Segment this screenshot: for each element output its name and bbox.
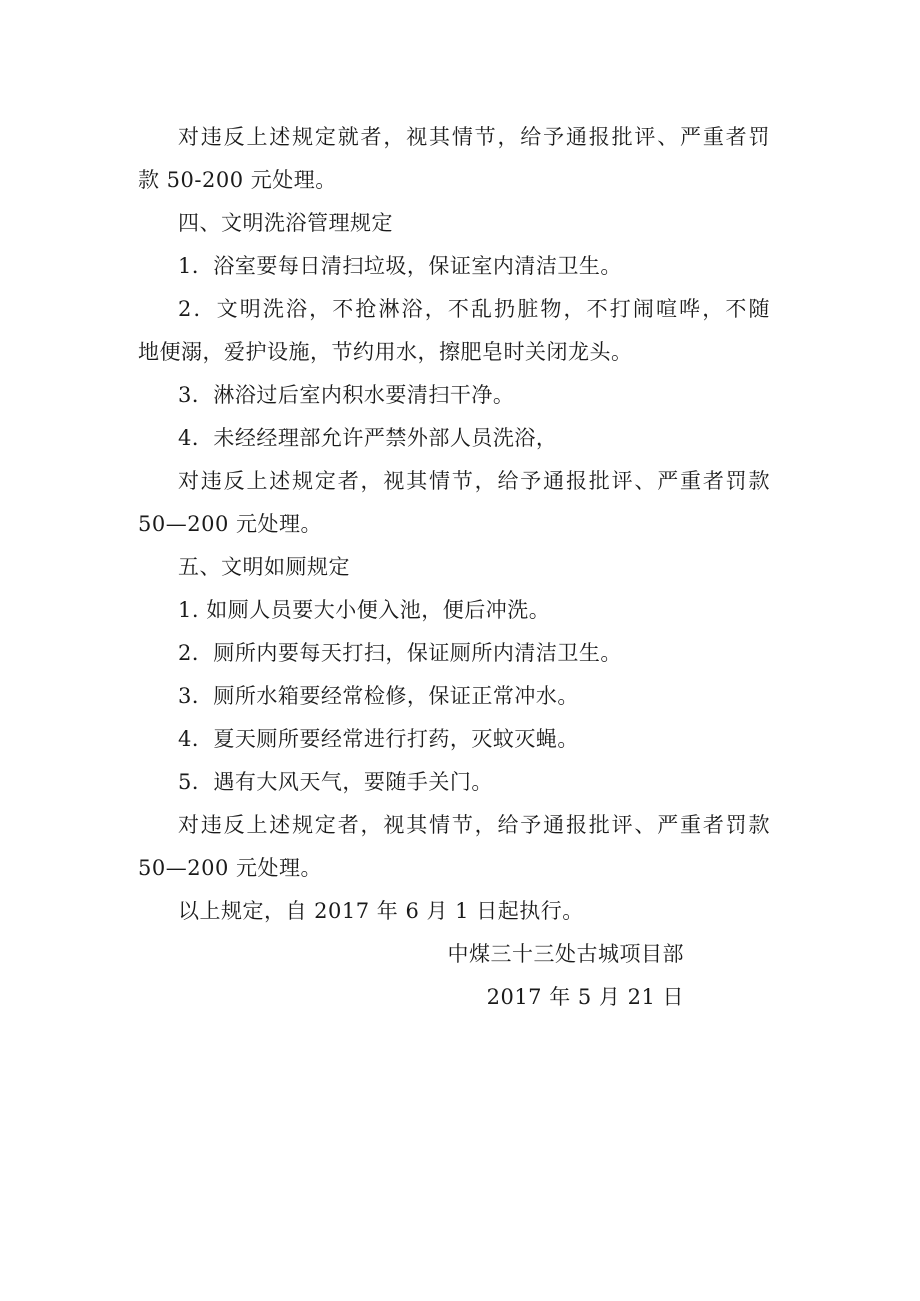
- list-item: 4．夏天厕所要经常进行打药，灭蚊灭蝇。: [178, 727, 579, 751]
- paragraph-line: 50—200 元处理。: [138, 512, 322, 536]
- signature-organization: 中煤三十三处古城项目部: [447, 942, 684, 966]
- list-item: 2．文明洗浴，不抢淋浴，不乱扔脏物，不打闹喧哗，不随: [178, 297, 770, 321]
- list-item: 1. 如厕人员要大小便入池，便后冲洗。: [178, 598, 551, 622]
- paragraph-line: 对违反上述规定者，视其情节，给予通报批评、严重者罚款: [178, 813, 770, 837]
- section-heading: 五、文明如厕规定: [178, 555, 350, 579]
- list-item: 1．浴室要每日清扫垃圾，保证室内清洁卫生。: [178, 254, 622, 278]
- paragraph-line: 50—200 元处理。: [138, 856, 322, 880]
- signature-date: 2017 年 5 月 21 日: [486, 985, 684, 1009]
- list-item: 3．厕所水箱要经常检修，保证正常冲水。: [178, 684, 579, 708]
- list-item: 4．未经经理部允许严禁外部人员洗浴，: [178, 426, 558, 450]
- paragraph-line: 地便溺，爱护设施，节约用水，擦肥皂时关闭龙头。: [138, 340, 633, 364]
- paragraph-line: 对违反上述规定就者，视其情节，给予通报批评、严重者罚: [178, 125, 770, 149]
- list-item: 3．淋浴过后室内积水要清扫干净。: [178, 383, 515, 407]
- list-item: 2．厕所内要每天打扫，保证厕所内清洁卫生。: [178, 641, 622, 665]
- section-heading: 四、文明洗浴管理规定: [178, 211, 393, 235]
- list-item: 5．遇有大风天气，要随手关门。: [178, 770, 493, 794]
- paragraph-line: 以上规定，自 2017 年 6 月 1 日起执行。: [178, 899, 584, 923]
- paragraph-line: 对违反上述规定者，视其情节，给予通报批评、严重者罚款: [178, 469, 770, 493]
- paragraph-line: 款 50-200 元处理。: [138, 168, 337, 192]
